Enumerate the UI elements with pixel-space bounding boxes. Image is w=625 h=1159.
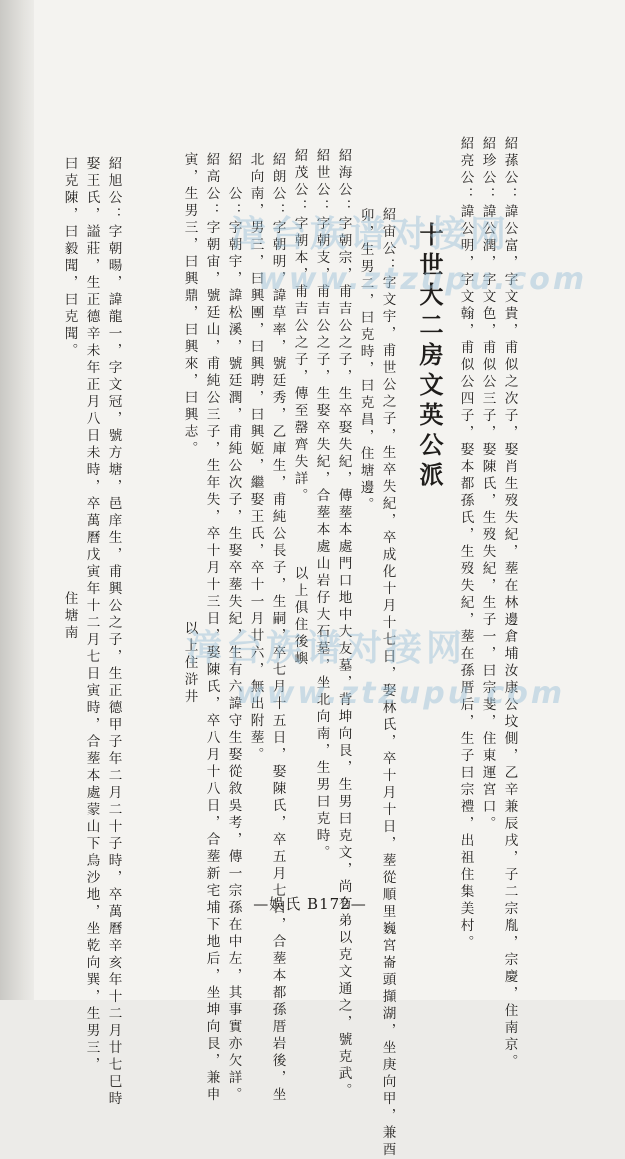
watermark-site-url-top: www.ztzupu.com [258, 262, 588, 297]
text-column-6: 紹海公：字朝宗，甫吉公之子，生卒娶失紀，傳塟本處門口地中大友墓，背坤向艮，生男曰克文，尚有弟以克文通之，號克武。 [335, 148, 352, 1100]
section-heading: 十世大二房文英公派 [415, 222, 444, 492]
page-footer-number: —娛氏 B172— [253, 895, 367, 913]
text-column-10: 北向南，男三，曰興團，曰興聘，曰興姬，繼娶王氏，卒十一月廿六，無出附塟。 [247, 152, 264, 764]
watermark-site-name-top: 漳台族谱对接网 [230, 214, 511, 255]
text-column-16: 曰克陳，曰毅聞，曰克聞。 住塘南 [61, 156, 78, 643]
text-column-15: 娶王氏，謚莊，生正德辛未年正月八日未時，卒萬曆戊寅年十二月七日寅時，合塟本處蒙山下烏沙地，坐乾向巽，生男三， [83, 156, 100, 1074]
text-column-8: 紹茂公：字朝本，甫吉公之子，傳至罄齊失詳。 以上俱住後嶼 [291, 148, 308, 669]
text-column-4: 紹宙公：字文宇，甫世公之子，生卒失紀，卒成化十月十七日，娶林氏，卒十月十日，塟從順里巍宮崙頭擷湖，坐庚向甲，兼酉 [379, 207, 396, 1159]
text-column-13: 寅，生男三，曰興鼎，曰興來，曰興志。 以上住浒井 [181, 152, 198, 707]
watermark-site-url-bottom: www.ztzupu.com [236, 676, 566, 711]
text-column-1: 紹蓀公：諱公富，字文貴，甫似之次子，娶肖生歿失紀，塟在林邊倉埔汝康公坟側，乙辛兼辰戌，子二宗胤，宗慶，住南京。 [501, 136, 518, 1071]
text-column-2: 紹珍公：諱公潤，字文色，甫似公三子，娶陳氏，生歿失紀，生子一，曰宗斐，住東運宮口。 [479, 136, 496, 833]
text-column-12: 紹高公：字朝宙，號廷山，甫純公三子，生年失，卒十月十三日，娶陳氏，卒八月十八日，合塟新宅埔下地后，坐坤向艮，兼申 [203, 152, 220, 1104]
text-column-7: 紹世公：字朝支，甫吉公之子，生娶卒失紀，合塟本處山岩仔大石墓，坐北向南，生男曰克時。 [313, 148, 330, 862]
text-column-14: 紹旭公：字朝暘，諱龍一，字文冠，號方塘，邑庠生，甫興公之子，生正德甲子年二月二十子時，卒萬曆辛亥年十二月廿七巳時 [105, 156, 122, 1108]
book-binding-shadow [0, 0, 34, 1000]
watermark-site-name-bottom: 漳台族谱对接网 [186, 628, 467, 669]
text-column-11: 紹 公：字朝宇，諱松溪，號廷潤，甫純公次子，生娶卒塟失紀，生有六諱守生娶從敘吳考，傳一宗孫在中左，其事實亦欠詳。 [225, 152, 242, 1104]
text-column-3: 紹亮公：諱公明，字文翰，甫似公四子，娶本都孫氏，生歿失紀，塟在孫厝后，生子曰宗禮，出祖住集美村。 [457, 136, 474, 952]
text-column-9: 紹朗公：字朝明，諱草率，號廷秀，乙庫生，甫純公長子，生嗣，卒七月十五日，娶陳氏，卒五月七日，合塟本都孫厝岩後，坐 [269, 152, 286, 1104]
text-column-5: 卯，生男二，曰克時，曰克昌，住塘邊。 [357, 208, 374, 514]
